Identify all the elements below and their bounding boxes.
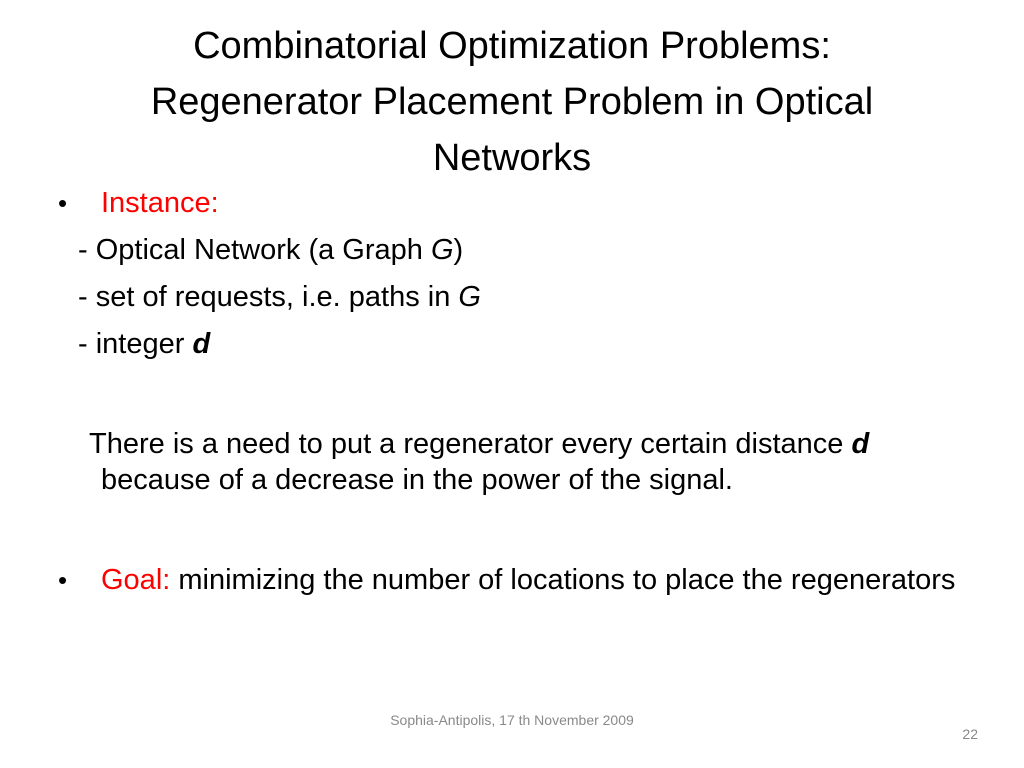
paragraph-part-2: because of a decrease in the power of the signal. [101,464,733,496]
instance-item-var: G [430,234,454,266]
goal-text: minimizing the number of locations to place the regenerators [170,564,956,596]
slide-body [58,180,958,598]
instance-item-text: - integer [78,328,193,360]
goal-label: Goal: [101,564,171,596]
title-line-1: Combinatorial Optimization Problems: [193,25,831,67]
slide-title [70,18,954,186]
regenerator-paragraph [58,426,958,498]
title-line-2: Regenerator Placement Problem in Optical [150,81,874,123]
instance-item-3 [58,321,958,368]
instance-bullet [58,180,958,227]
instance-label: Instance: [101,187,219,219]
paragraph-var: d [851,428,870,460]
instance-item-var: G [458,281,481,313]
instance-item-1 [58,227,958,274]
title-line-3: Networks [432,137,592,179]
page-number: 22 [962,726,978,742]
goal-bullet [58,562,958,598]
instance-item-text: - Optical Network (a Graph [78,234,431,266]
bullet-icon: • [58,565,68,595]
instance-item-var: d [192,328,211,360]
paragraph-part-1: There is a need to put a regenerator every certain distance [89,428,852,460]
instance-item-2 [58,274,958,321]
bullet-icon: • [58,188,68,218]
instance-item-after: ) [453,234,464,266]
instance-item-text: - set of requests, i.e. paths in [78,281,459,313]
footer-text: Sophia-Antipolis, 17 th November 2009 [390,712,634,728]
